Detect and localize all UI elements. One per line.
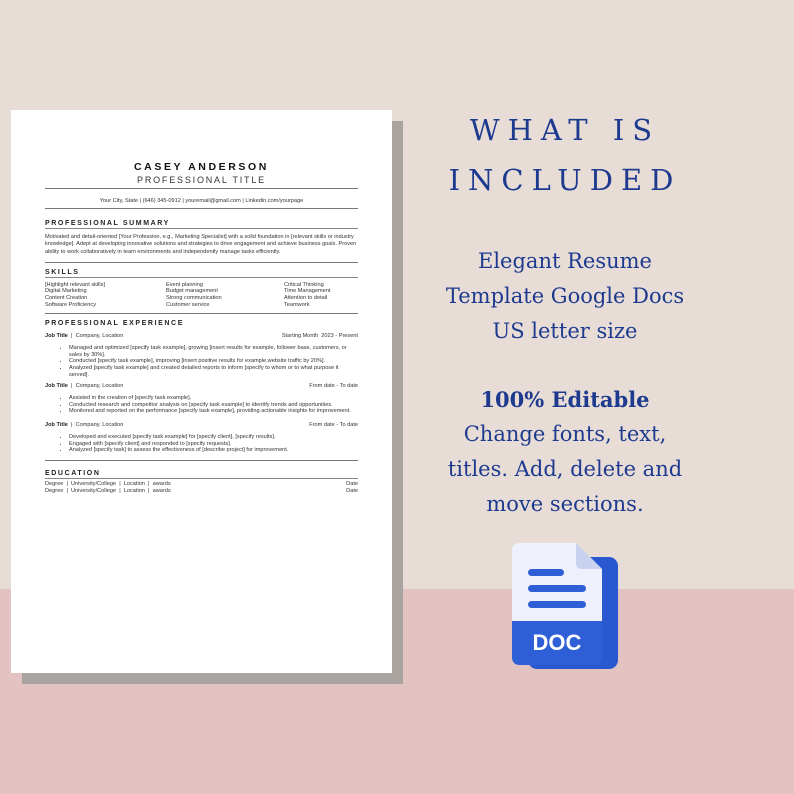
- job-bullet: • Conducted research and competitor analysis on [specify task example] to identify trends and opportunities.: [69, 402, 358, 409]
- education-date: Date: [346, 488, 358, 495]
- skill-item: Time Management: [284, 288, 331, 295]
- education-line: Degree | University/College | Location | awards: [45, 480, 171, 487]
- skill-item: Digital Marketing: [45, 288, 87, 295]
- job-bullet: • Analyzed [specify task example] and created detailed reports to inform [specify to whom or to what purpose it served].: [69, 365, 358, 378]
- summary-heading: PROFESSIONAL SUMMARY: [45, 220, 170, 227]
- feature-line-2: titles. Add, delete and: [447, 457, 683, 481]
- resume-page: [11, 110, 392, 673]
- experience-heading: PROFESSIONAL EXPERIENCE: [45, 320, 184, 328]
- education-date: Date: [346, 480, 358, 487]
- job-bullet: • Analyzed [specify task] to assess the effectiveness of [describe project] for improvement.: [69, 447, 358, 454]
- education-row: [45, 488, 358, 496]
- job-company: | Company, Location: [67, 383, 124, 390]
- doc-file-icon: [508, 543, 623, 673]
- skill-item: Event planning: [166, 281, 204, 288]
- job-bullet: • Monitored and reported on the performance [specify task example], providing actionable insights for improvement.: [69, 408, 358, 415]
- job-bullet: • Developed and executed [specify task example] for [specify client], [specify results].: [69, 434, 358, 441]
- job-date: From date - To date: [309, 422, 358, 429]
- heading-line-2: INCLUDED: [448, 163, 682, 197]
- job-bullet: • Engaged with [specify client] and responded to [specify requests].: [69, 441, 358, 448]
- resume-professional-title: PROFESSIONAL TITLE: [137, 175, 266, 185]
- job-bullet: • Managed and optimized [specify task example], growing [insert results for example, follower base, customers, or sales by 30%].: [69, 345, 358, 358]
- description-line-2: Template Google Docs: [445, 284, 685, 308]
- feature-line-3: move sections.: [486, 492, 644, 516]
- job-header: [45, 383, 358, 389]
- job-bullet: • Assisted in the creation of [specify task example].: [69, 395, 358, 402]
- description-line-1: Elegant Resume: [478, 249, 652, 273]
- skills-heading: SKILLS: [45, 268, 80, 276]
- job-header: [45, 422, 358, 428]
- job-title: Job Title: [45, 422, 68, 429]
- education-heading: EDUCATION: [45, 469, 101, 477]
- job-bullet: • Conducted [specify task example], improving [insert positive results for example,website traffic by 20%].: [69, 358, 358, 365]
- skill-item: Critical Thinking: [284, 281, 324, 288]
- skills-grid: [45, 282, 358, 308]
- education-rule: [45, 478, 358, 479]
- job-title: Job Title: [45, 383, 68, 390]
- header-rule: [45, 188, 358, 189]
- skills-rule: [45, 277, 358, 278]
- description-line-3: US letter size: [492, 319, 638, 343]
- job-header: [45, 333, 358, 339]
- skill-item: Content Creation: [45, 295, 88, 302]
- skill-item: [Highlight relevant skills]: [45, 281, 106, 288]
- job-bullets: [45, 434, 358, 454]
- skill-item: Budget management: [166, 288, 218, 295]
- skill-item: Teamwork: [284, 301, 310, 308]
- job-date: Starting Month 2023 - Present: [281, 333, 358, 340]
- resume-name: CASEY ANDERSON: [133, 161, 269, 173]
- summary-bottom-rule: [45, 262, 358, 263]
- contact-rule: [45, 208, 358, 209]
- summary-text: Motivated and detail-oriented [Your Profession, e.g., Marketing Specialist] with a solid foundation in [relevant skills or industry knowledge]. Adept at developing innovative solutions and strategies to drive engagement and achieve business goals. Proven ability to work collaboratively in team environments and independently manage tasks efficiently.: [45, 234, 357, 255]
- editable-label: 100% Editable: [480, 387, 650, 412]
- skill-item: Customer service: [166, 301, 210, 308]
- skill-item: Strong communication: [166, 295, 222, 302]
- job-title: Job Title: [45, 333, 68, 340]
- skill-item: Software Proficiency: [45, 301, 96, 308]
- skills-bottom-rule: [45, 313, 358, 314]
- doc-icon-label: DOC: [532, 630, 582, 655]
- job-bullets: [45, 345, 358, 378]
- resume-contact-line: Your City, State | (646) 345-0912 | youremail@gmail.com | Linkedin.com/yourpage: [99, 198, 304, 204]
- experience-bottom-rule: [45, 460, 358, 461]
- job-company: | Company, Location: [67, 422, 124, 429]
- job-bullets: [45, 395, 358, 415]
- education-row: [45, 481, 358, 489]
- skill-item: Attention to detail: [284, 295, 328, 302]
- heading-line-1: WHAT IS: [469, 113, 661, 147]
- job-company: | Company, Location: [67, 333, 124, 340]
- job-date: From date - To date: [309, 383, 358, 390]
- education-line: Degree | University/College | Location | awards: [45, 488, 171, 495]
- feature-line-1: Change fonts, text,: [463, 422, 667, 446]
- summary-rule: [45, 228, 358, 229]
